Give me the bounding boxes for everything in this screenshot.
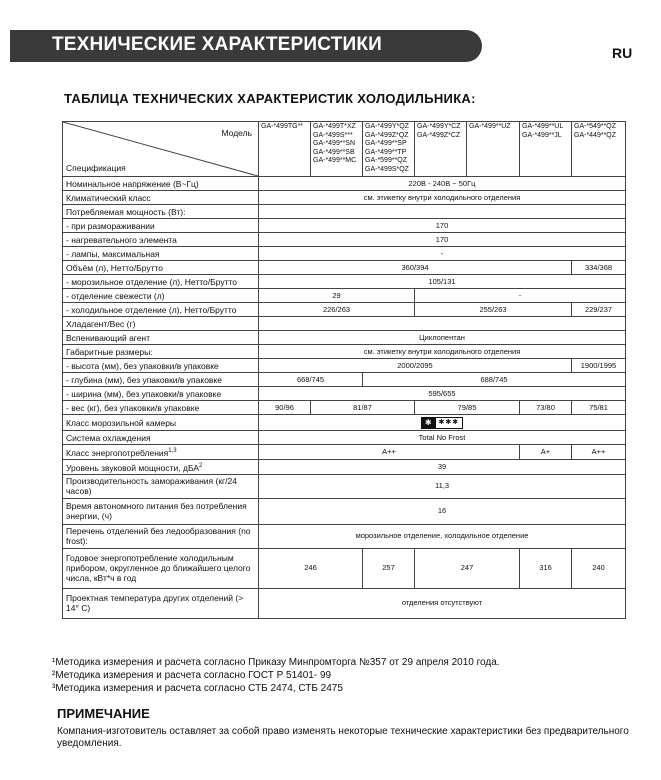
row-label: Время автономного питания без потребления энергии, (ч) bbox=[63, 498, 259, 524]
row-value: 226/263 bbox=[259, 303, 415, 317]
model-col-1: GA-*499TG** bbox=[259, 122, 311, 177]
model-label: Модель bbox=[221, 128, 252, 138]
table-row bbox=[63, 588, 626, 618]
row-value: 11,3 bbox=[259, 474, 626, 498]
row-value: 246 bbox=[259, 548, 363, 588]
note-title: ПРИМЕЧАНИЕ bbox=[57, 706, 150, 721]
row-value: см. этикетку внутри холодильного отделения bbox=[259, 345, 626, 359]
table-row bbox=[63, 233, 626, 247]
row-value: 257 bbox=[363, 548, 415, 588]
row-label: Климатический класс bbox=[63, 191, 259, 205]
row-label: - вес (кг), без упаковки/в упаковке bbox=[63, 401, 259, 415]
row-label: Потребляемая мощность (Вт): bbox=[63, 205, 259, 219]
row-label: - ширина (мм), без упаковки/в упаковке bbox=[63, 387, 259, 401]
row-value: 595/655 bbox=[259, 387, 626, 401]
model-col-2: GA-*499T*XZ GA-*499S*** GA-*499**SN GA-*499**SB GA-*499**MC bbox=[311, 122, 363, 177]
row-label: Система охлаждения bbox=[63, 431, 259, 445]
table-header-row bbox=[63, 122, 626, 177]
row-value: 316 bbox=[520, 548, 572, 588]
table-row bbox=[63, 401, 626, 415]
row-value: Total No Frost bbox=[259, 431, 626, 445]
table-row bbox=[63, 219, 626, 233]
row-value: 688/745 bbox=[363, 373, 626, 387]
row-value: 39 bbox=[259, 459, 626, 474]
footnote-1: ¹Методика измерения и расчета согласно Приказу Минпромторга №357 от 29 апреля 2010 года. bbox=[52, 657, 500, 668]
row-label: Габаритные размеры: bbox=[63, 345, 259, 359]
table-row bbox=[63, 191, 626, 205]
row-label bbox=[63, 459, 259, 474]
language-code: RU bbox=[612, 45, 633, 61]
freezer-class-symbol bbox=[259, 415, 626, 431]
row-value: отделения отсутствуют bbox=[259, 588, 626, 618]
table-row bbox=[63, 524, 626, 548]
row-label: Вспенивающий агент bbox=[63, 331, 259, 345]
row-label: Хладагент/Вес (г) bbox=[63, 317, 259, 331]
row-value: 668/745 bbox=[259, 373, 363, 387]
model-col-3: GA-*499Y*QZ GA-*499Z*QZ GA-*499**SP GA-*499**TP GA-*599**QZ GA-*499S*QZ bbox=[363, 122, 415, 177]
row-value: морозильное отделение, холодильное отделение bbox=[259, 524, 626, 548]
row-value: 220В - 240В ~ 50Гц bbox=[259, 177, 626, 191]
row-value: 170 bbox=[259, 233, 626, 247]
energy-class-label: Класс энергопотребления bbox=[66, 447, 169, 458]
footnote-ref: 2 bbox=[199, 462, 203, 469]
row-value: 73/80 bbox=[520, 401, 572, 415]
row-value: 240 bbox=[572, 548, 626, 588]
row-label: - холодильное отделение (л), Нетто/Брутто bbox=[63, 303, 259, 317]
three-stars-icon: ✱✱✱ bbox=[435, 417, 464, 429]
row-label bbox=[63, 445, 259, 460]
noise-label: Уровень звуковой мощности, дБА bbox=[66, 462, 199, 473]
table-row bbox=[63, 177, 626, 191]
section-banner bbox=[10, 30, 482, 62]
table-row bbox=[63, 247, 626, 261]
row-label: - морозильное отделение (л), Нетто/Брутто bbox=[63, 275, 259, 289]
table-row bbox=[63, 373, 626, 387]
row-value: 2000/2095 bbox=[259, 359, 572, 373]
row-value: 255/263 bbox=[415, 303, 572, 317]
note-text: Компания-изготовитель оставляет за собой право изменять некоторые технические характеристики без предварительного уведомления. bbox=[57, 726, 629, 749]
row-label: Номинальное напряжение (В~Гц) bbox=[63, 177, 259, 191]
row-value: 360/394 bbox=[259, 261, 572, 275]
row-label: - лампы, максимальная bbox=[63, 247, 259, 261]
model-col-5: GA-*499**UZ bbox=[467, 122, 520, 177]
row-value: см. этикетку внутри холодильного отделения bbox=[259, 191, 626, 205]
row-label: - при размораживании bbox=[63, 219, 259, 233]
table-row bbox=[63, 359, 626, 373]
spec-label: Спецификация bbox=[66, 163, 126, 173]
table-row bbox=[63, 548, 626, 588]
table-row bbox=[63, 415, 626, 431]
row-value: - bbox=[415, 289, 626, 303]
row-value: A+ bbox=[520, 445, 572, 460]
table-row bbox=[63, 275, 626, 289]
row-value: 170 bbox=[259, 219, 626, 233]
row-label: Класс морозильной камеры bbox=[63, 415, 259, 431]
table-row bbox=[63, 445, 626, 460]
table-row bbox=[63, 317, 626, 331]
footnote-3: ³Методика измерения и расчета согласно СТБ 2474, СТБ 2475 bbox=[52, 683, 343, 694]
table-row bbox=[63, 474, 626, 498]
row-value: - bbox=[259, 247, 626, 261]
table-title: ТАБЛИЦА ТЕХНИЧЕСКИХ ХАРАКТЕРИСТИК ХОЛОДИЛЬНИКА: bbox=[64, 91, 476, 106]
table-row bbox=[63, 303, 626, 317]
row-value: 75/81 bbox=[572, 401, 626, 415]
footnote-2: ²Методика измерения и расчета согласно ГОСТ Р 51401- 99 bbox=[52, 670, 332, 681]
row-label: Перечень отделений без ледообразования (no frost): bbox=[63, 524, 259, 548]
header-corner-cell bbox=[63, 122, 259, 177]
row-label: Проектная температура других отделений (> 14° С) bbox=[63, 588, 259, 618]
row-value: 16 bbox=[259, 498, 626, 524]
row-value bbox=[259, 317, 626, 331]
model-col-7: GA-*549**QZ GA-*449**QZ bbox=[572, 122, 626, 177]
row-value bbox=[259, 205, 626, 219]
table-row bbox=[63, 431, 626, 445]
row-value: A++ bbox=[572, 445, 626, 460]
row-label: - глубина (мм), без упаковки/в упаковке bbox=[63, 373, 259, 387]
row-label: - отделение свежести (л) bbox=[63, 289, 259, 303]
row-value: 105/131 bbox=[259, 275, 626, 289]
row-value: 81/87 bbox=[311, 401, 415, 415]
model-col-4: GA-*499Y*CZ GA-*499Z*CZ bbox=[415, 122, 467, 177]
snowflake-icon: ✱ bbox=[421, 417, 436, 429]
table-row bbox=[63, 459, 626, 474]
table-row bbox=[63, 261, 626, 275]
row-value: 229/237 bbox=[572, 303, 626, 317]
row-value: A++ bbox=[259, 445, 520, 460]
table-row bbox=[63, 205, 626, 219]
row-label: - высота (мм), без упаковки/в упаковке bbox=[63, 359, 259, 373]
row-label: Производительность замораживания (кг/24 часов) bbox=[63, 474, 259, 498]
row-label: Годовое энергопотребление холодильным прибором, округленное до ближайшего целого числа, кВт*ч в год bbox=[63, 548, 259, 588]
row-value: 90/96 bbox=[259, 401, 311, 415]
footnote-ref: 1,3 bbox=[168, 448, 177, 454]
row-value: 247 bbox=[415, 548, 520, 588]
row-value: Циклопентан bbox=[259, 331, 626, 345]
section-title: ТЕХНИЧЕСКИЕ ХАРАКТЕРИСТИКИ bbox=[52, 34, 383, 55]
table-row bbox=[63, 331, 626, 345]
table-row bbox=[63, 345, 626, 359]
row-value: 1900/1995 bbox=[572, 359, 626, 373]
row-value: 334/368 bbox=[572, 261, 626, 275]
row-label: Объём (л), Нетто/Брутто bbox=[63, 261, 259, 275]
model-col-6: GA-*499**UL GA-*499**JL bbox=[520, 122, 572, 177]
table-row bbox=[63, 289, 626, 303]
row-value: 79/85 bbox=[415, 401, 520, 415]
table-row bbox=[63, 387, 626, 401]
table-row bbox=[63, 498, 626, 524]
row-value: 29 bbox=[259, 289, 415, 303]
row-label: - нагревательного элемента bbox=[63, 233, 259, 247]
spec-table bbox=[62, 121, 626, 619]
